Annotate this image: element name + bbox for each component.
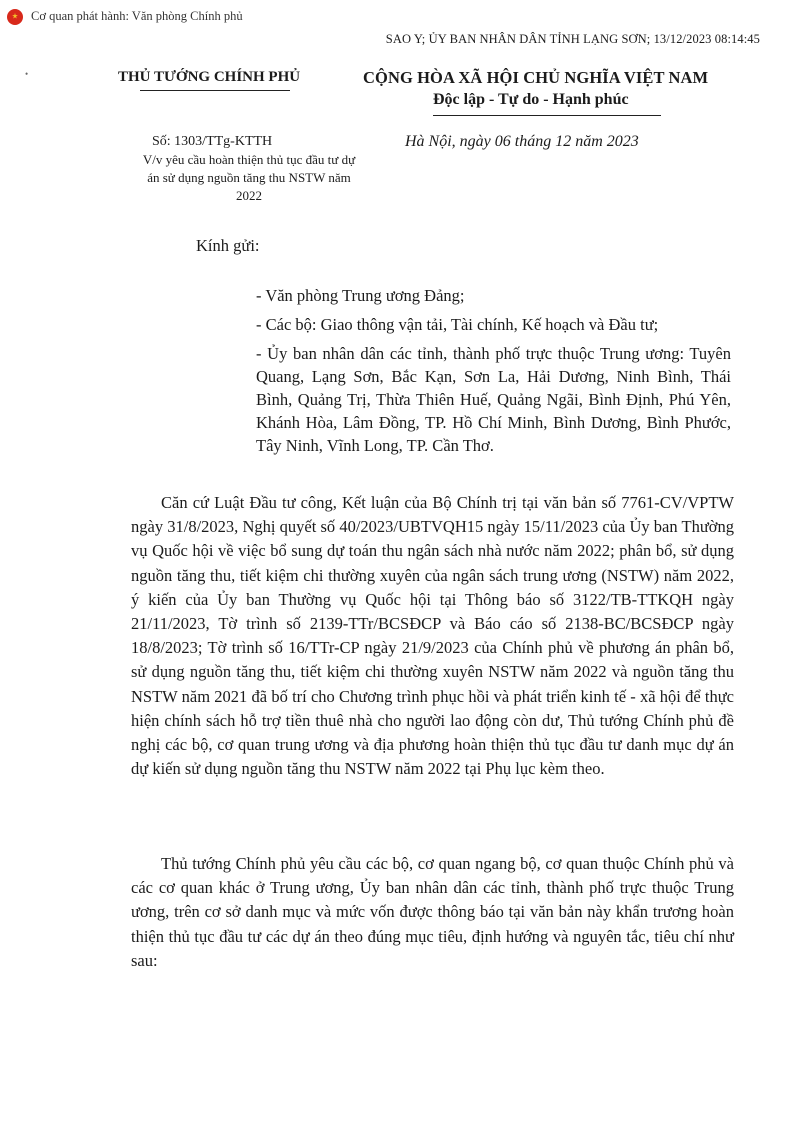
body-paragraph: Căn cứ Luật Đầu tư công, Kết luận của Bộ Chính trị tại văn bản số 7761-CV/VPTW ngày 31/8/2023, Nghị quyết số 40/2023/UBTVQH15 ngày 15/11/2023 của Ủy ban Thường vụ Quốc hội về việc bổ sung dự toán thu ngân sách nhà nước năm 2022; phân bổ, sử dụng nguồn tăng thu, tiết kiệm chi thường xuyên của ngân sách trung ương (NSTW) năm 2022, ý kiến của Ủy ban Thường vụ Quốc hội tại Thông báo số 3122/TB-TTKQH ngày 21/11/2023, Tờ trình số 2139-TTr/BCSĐCP và Báo cáo số 2138-BC/BCSĐCP ngày 18/8/2023; Tờ trình số 16/TTr-CP ngày 21/9/2023 của Chính phủ về phương án phân bổ, sử dụng nguồn tăng thu, tiết kiệm chi thường xuyên NSTW năm 2022 và nguồn tăng thu NSTW năm 2021 đã bố trí cho Chương trình phục hồi và phát triển kinh tế - xã hội để thực hiện chính sách hỗ trợ tiền thuê nhà cho người lao động còn dư, Thủ tướng Chính phủ đề nghị các bộ, cơ quan trung ương và địa phương hoàn thiện thủ tục đầu tư danh mục dự án dự kiến sử dụng nguồn tăng thu NSTW năm 2022 tại Phụ lục kèm theo. <box>131 493 734 779</box>
body-paragraph: Thủ tướng Chính phủ yêu cầu các bộ, cơ quan ngang bộ, cơ quan thuộc Chính phủ và các cơ quan khác ở Trung ương, Ủy ban nhân dân các tỉnh, thành phố trực thuộc Trung ương, trên cơ sở danh mục và mức vốn được thông báo tại văn bản này khẩn trương hoàn thiện thủ tục đầu tư các dự án theo đúng mục tiêu, định hướng và nguyên tắc, tiêu chí như sau: <box>131 854 734 970</box>
recipient-list <box>256 284 731 457</box>
copy-stamp: SAO Y; ỦY BAN NHÂN DÂN TỈNH LẠNG SƠN; 13/12/2023 08:14:45 <box>385 32 760 46</box>
salutation: Kính gửi: <box>196 236 260 255</box>
nation-title: CỘNG HÒA XÃ HỘI CHỦ NGHĨA VIỆT NAM <box>363 68 709 87</box>
agency-underline <box>140 90 290 91</box>
motto-underline <box>433 115 661 116</box>
place-date: Hà Nội, ngày 06 tháng 12 năm 2023 <box>405 133 639 150</box>
national-motto: Độc lập - Tự do - Hạnh phúc <box>433 91 629 108</box>
recipient-item: - Các bộ: Giao thông vận tải, Tài chính, Kế hoạch và Đầu tư; <box>256 315 659 334</box>
issuing-agency: THỦ TƯỚNG CHÍNH PHỦ <box>118 69 301 85</box>
margin-mark: • <box>25 69 29 79</box>
national-emblem-icon <box>7 9 23 25</box>
recipient-item: - Văn phòng Trung ương Đảng; <box>256 286 465 305</box>
recipient-item: - Ủy ban nhân dân các tỉnh, thành phố trực thuộc Trung ương: Tuyên Quang, Lạng Sơn, Bắc Kạn, Sơn La, Hải Dương, Ninh Bình, Thái Bình, Quảng Trị, Thừa Thiên Huế, Quảng Ngãi, Bình Định, Phú Yên, Khánh Hòa, Lâm Đồng, TP. Hồ Chí Minh, Bình Dương, Bình Phước, Tây Ninh, Vĩnh Long, TP. Cần Thơ. <box>256 344 731 455</box>
document-number: Số: 1303/TTg-KTTH <box>152 134 273 149</box>
document-subject: V/v yêu cầu hoàn thiện thủ tục đầu tư dự án sử dụng nguồn tăng thu NSTW năm 2022 <box>142 152 356 203</box>
issuer-line: Cơ quan phát hành: Văn phòng Chính phủ <box>31 9 243 23</box>
